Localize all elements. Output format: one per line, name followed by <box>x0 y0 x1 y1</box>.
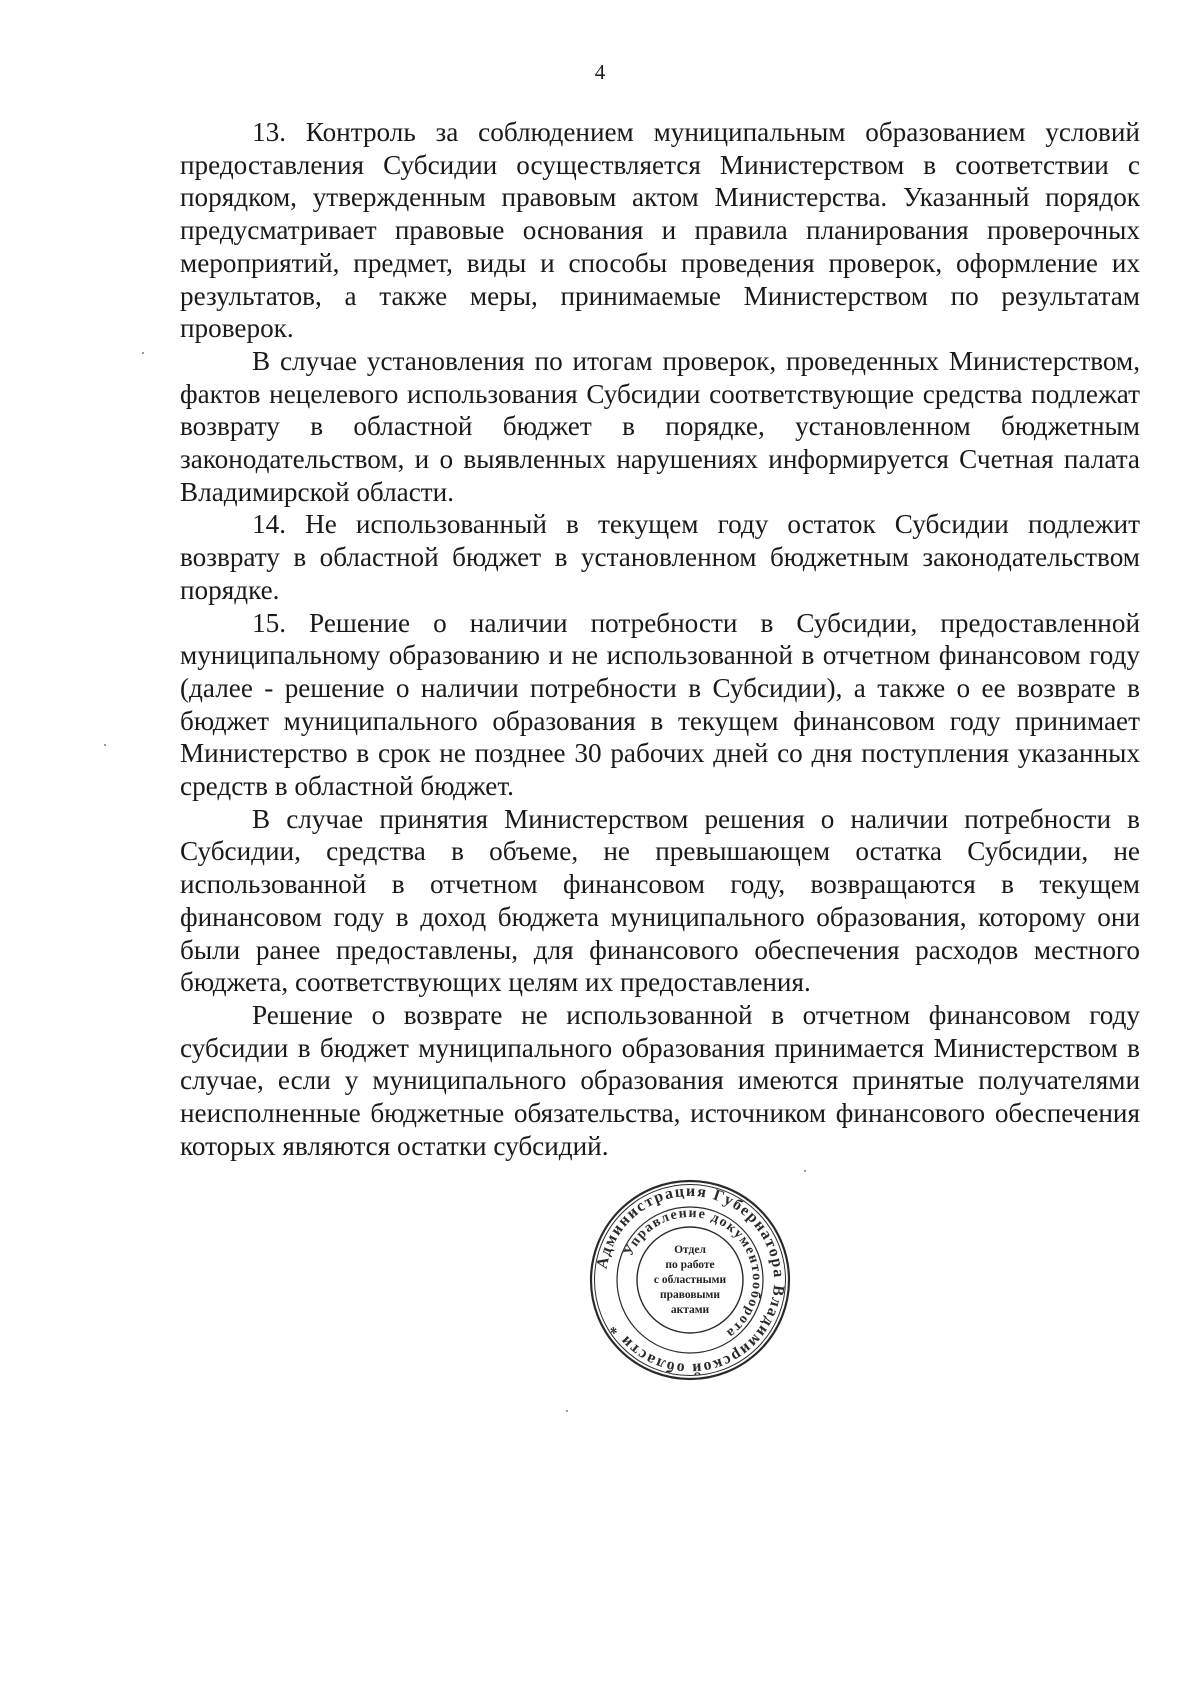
stamp-inner-text: Управление документооборота <box>621 1205 765 1342</box>
stamp-center-line: Отдел <box>674 1243 706 1256</box>
paragraph-15-return-decision: Решение о возврате не использованной в отчетном финансовом году субсидии в бюджет муниципального образования принимается Министерством в случае, если у муниципального образования имеются принятые получателями неисполненные бюджетные обязательства, источником финансового обеспечения которых являются остатки субсидий. <box>180 999 1140 1161</box>
page-number: 4 <box>594 60 606 84</box>
stamp-center-text <box>588 1178 792 1382</box>
paragraph-15-need-decision: В случае принятия Министерством решения о наличии потребности в Субсидии, средства в объеме, не превышающем остатка Субсидии, не использованной в отчетном финансовом году, возвращаются в текущем финансовом году в доход бюджета муниципального образования, которому они были ранее предоставлены, для финансового обеспечения расходов местного бюджета, соответствующих целям их предоставления. <box>180 803 1140 998</box>
stamp-center-line: по работе <box>665 1258 715 1271</box>
scan-speck <box>142 352 144 354</box>
scan-speck <box>804 1170 806 1172</box>
paragraph-13-audit-violations: В случае установления по итогам проверок, проведенных Министерством, фактов нецелевого использования Субсидии соответствующие средства подлежат возврату в областной бюджет в порядке, установленном бюджетным законодательством, и о выявленных нарушениях информируется Счетная палата Владимирской области. <box>180 345 1140 507</box>
paragraph-14: 14. Не использованный в текущем году остаток Субсидии подлежит возврату в областной бюджет в установленном бюджетным законодательством порядке. <box>180 509 1140 605</box>
stamp-center-line: правовыми <box>659 1288 720 1301</box>
paragraph-13: 13. Контроль за соблюдением муниципальным образованием условий предоставления Субсидии осуществляется Министерством в соответствии с порядком, утвержденным правовым актом Министерства. Указанный порядок предусматривает правовые основания и правила планирования проверочных мероприятий, предмет, виды и способы проведения проверок, оформление их результатов, а также меры, принимаемые Министерством по результатам проверок. <box>180 117 1140 344</box>
stamp-center-line: актами <box>670 1303 710 1316</box>
scan-speck <box>104 744 106 746</box>
paragraph-15: 15. Решение о наличии потребности в Субсидии, предоставленной муниципальному образованию и не использованной в отчетном финансовом году (далее - решение о наличии потребности в Субсидии), а также о ее возврате в бюджет муниципального образования в текущем финансовом году принимает Министерство в срок не позднее 30 рабочих дней со дня поступления указанных средств в областной бюджет. <box>180 607 1140 802</box>
scan-speck <box>566 1410 568 1412</box>
official-stamp <box>588 1178 792 1382</box>
document-body <box>180 116 1140 1163</box>
stamp-center-line: с областными <box>653 1273 727 1286</box>
stamp-outer-text: Администрация Губернатора Владимирской области * <box>593 1182 788 1378</box>
